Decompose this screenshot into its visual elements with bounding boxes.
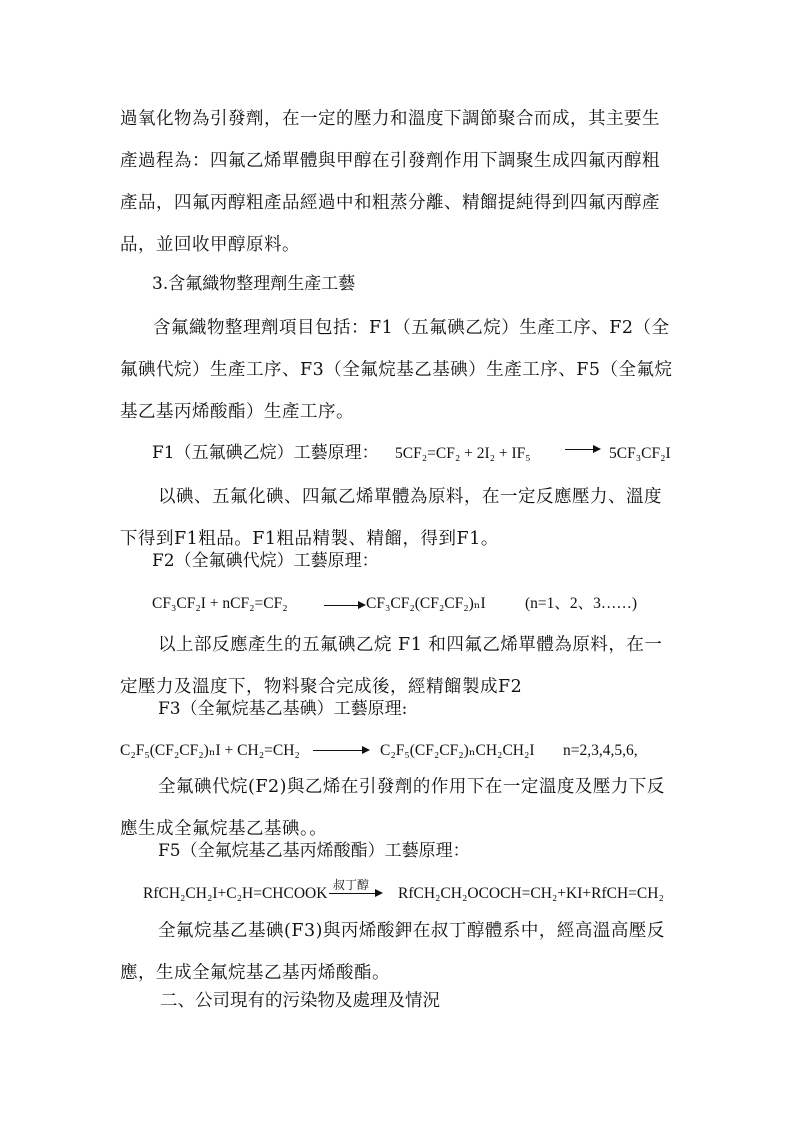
f5-reactants: RfCH₂CH₂I+C₂H=CHCOOK: [143, 885, 328, 902]
paragraph-f1-process: 以碘、五氟化碘、四氟乙烯單體為原料，在一定反應壓力、溫度下得到F1粗品。F1粗品精製、精餾，得到F1。: [120, 487, 662, 549]
f2-product: CF₃CF₂(CF₂CF₂)ₙI: [366, 595, 486, 612]
f3-condition: n=2,3,4,5,6,: [563, 742, 638, 759]
f3-reactants: C₂F₅(CF₂CF₂)ₙI + CH₂=CH₂: [120, 742, 300, 759]
f3-reaction-arrow: [313, 750, 368, 751]
f2-reactants: CF₃CF₂I + nCF₂=CF₂: [152, 595, 288, 612]
f1-principle-label: F1（五氟碘乙烷）工藝原理：: [152, 443, 379, 463]
f2-condition: (n=1、2、3……): [525, 595, 638, 612]
paragraph-f2-process: 以上部反應產生的五氟碘乙烷 F1 和四氟乙烯單體為原料，在一定壓力及溫度下，物料聚合完成後，經精餾製成F2: [120, 635, 663, 697]
f1-reaction-arrow: [565, 449, 599, 450]
f2-reaction-arrow: [324, 605, 364, 606]
paragraph-f3-process: 全氟碘代烷(F2)與乙烯在引發劑的作用下在一定溫度及壓力下反應生成全氟烷基乙基碘。。: [120, 777, 665, 839]
f1-reactants: 5CF₂=CF₂ + 2I₂ + IF₅: [395, 445, 531, 462]
f1-product: 5CF₃CF₂I: [609, 445, 671, 462]
f3-product: C₂F₅(CF₂CF₂)ₙCH₂CH₂I: [380, 742, 535, 759]
f5-catalyst-label: 叔丁醇: [333, 878, 370, 892]
paragraph-tetrafluoropropanol-process: 過氧化物為引發劑，在一定的壓力和溫度下調節聚合而成，其主要生產過程為：四氟乙烯單體與甲醇在引發劑作用下調聚生成四氟丙醇粗產品，四氟丙醇粗產品經過中和粗蒸分離、精餾提純得到四氟丙醇產品，並回收甲醇原料。: [120, 109, 660, 255]
f5-reaction-arrow: [329, 893, 381, 894]
f5-principle-label: F5（全氟烷基乙基丙烯酸酯）工藝原理：: [158, 841, 470, 861]
f2-principle-label: F2（全氟碘代烷）工藝原理：: [152, 551, 379, 571]
f3-principle-label: F3（全氟烷基乙基碘）工藝原理:: [158, 699, 408, 719]
paragraph-project-scope: 含氟織物整理劑項目包括：F1（五氟碘乙烷）生產工序、F2（全氟碘代烷）生產工序、F3（全氟烷基乙基碘）生產工序、F5（全氟烷基乙基丙烯酸酯）生產工序。: [120, 318, 673, 422]
section-heading-pollutants: 二、公司現有的污染物及處理及情況: [160, 991, 440, 1011]
section-heading-fabric-finishing: 3.含氟織物整理劑生產工藝: [152, 274, 356, 294]
f5-products: RfCH₂CH₂OCOCH=CH₂+KI+RfCH=CH₂: [398, 885, 664, 902]
paragraph-f5-process: 全氟烷基乙基碘(F3)與丙烯酸鉀在叔丁醇體系中，經高溫高壓反應，生成全氟烷基乙基丙烯酸酯。: [120, 921, 665, 983]
